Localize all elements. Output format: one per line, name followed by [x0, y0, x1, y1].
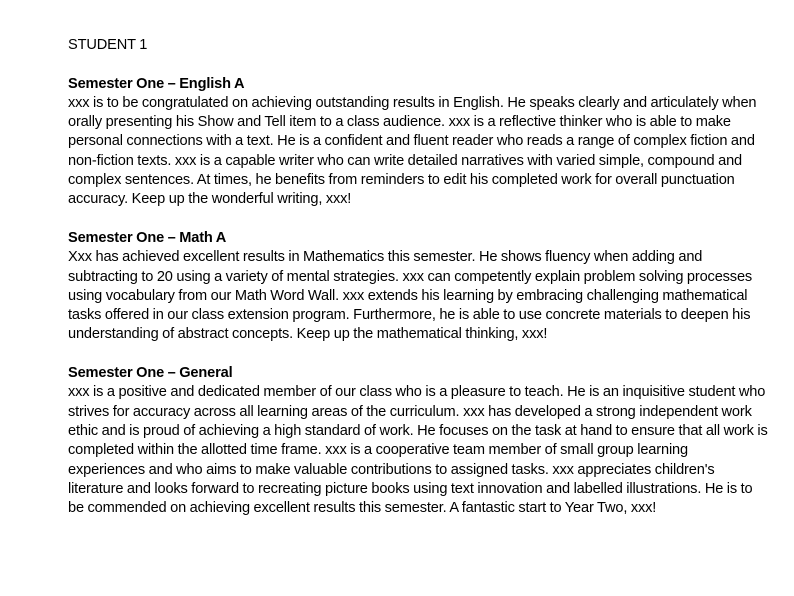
section-english [68, 75, 768, 210]
section-general [68, 364, 768, 518]
section-body-general: xxx is a positive and dedicated member of our class who is a pleasure to teach. He is an inquisitive student who strives for accuracy across all learning areas of the curriculum. xxx has developed a strong independent work ethic and is proud of achieving a high standard of work. He focuses on the task at hand to ensure that all work is completed within the allotted time frame. xxx is a cooperative team member of small group learning experiences and who aims to make valuable contributions to assigned tasks. xxx appreciates children's literature and looks forward to recreating picture books using text innovation and labelled illustrations. He is to be commended on achieving excellent results this semester. A fantastic start to Year Two, xxx! [68, 384, 768, 517]
student-label: STUDENT 1 [68, 37, 148, 53]
section-heading-general: Semester One – General [68, 365, 233, 382]
report-page [68, 36, 768, 538]
section-heading-math: Semester One – Math A [68, 229, 227, 246]
section-body-english: xxx is to be congratulated on achieving outstanding results in English. He speaks clearly and articulately when orally presenting his Show and Tell item to a class audience. xxx is a reflective thinker who is able to make personal connections with a text. He is a confident and fluent reader who reads a range of complex fiction and non-fiction texts. xxx is a capable writer who can write detailed narratives with varied simple, compound and complex sentences. At times, he benefits from reminders to edit his completed work for overall punctuation accuracy. Keep up the wonderful writing, xxx! [68, 94, 757, 208]
section-heading-english: Semester One – English A [68, 75, 245, 92]
section-body-math: Xxx has achieved excellent results in Mathematics this semester. He shows fluency when adding and subtracting to 20 using a variety of mental strategies. xxx can competently explain problem solving processes using vocabulary from our Math Word Wall. xxx extends his learning by embracing challenging mathematical tasks offered in our class extension program. Furthermore, he is able to use concrete materials to deepen his understanding of abstract concepts. Keep up the mathematical thinking, xxx! [68, 249, 753, 343]
section-math [68, 229, 768, 345]
